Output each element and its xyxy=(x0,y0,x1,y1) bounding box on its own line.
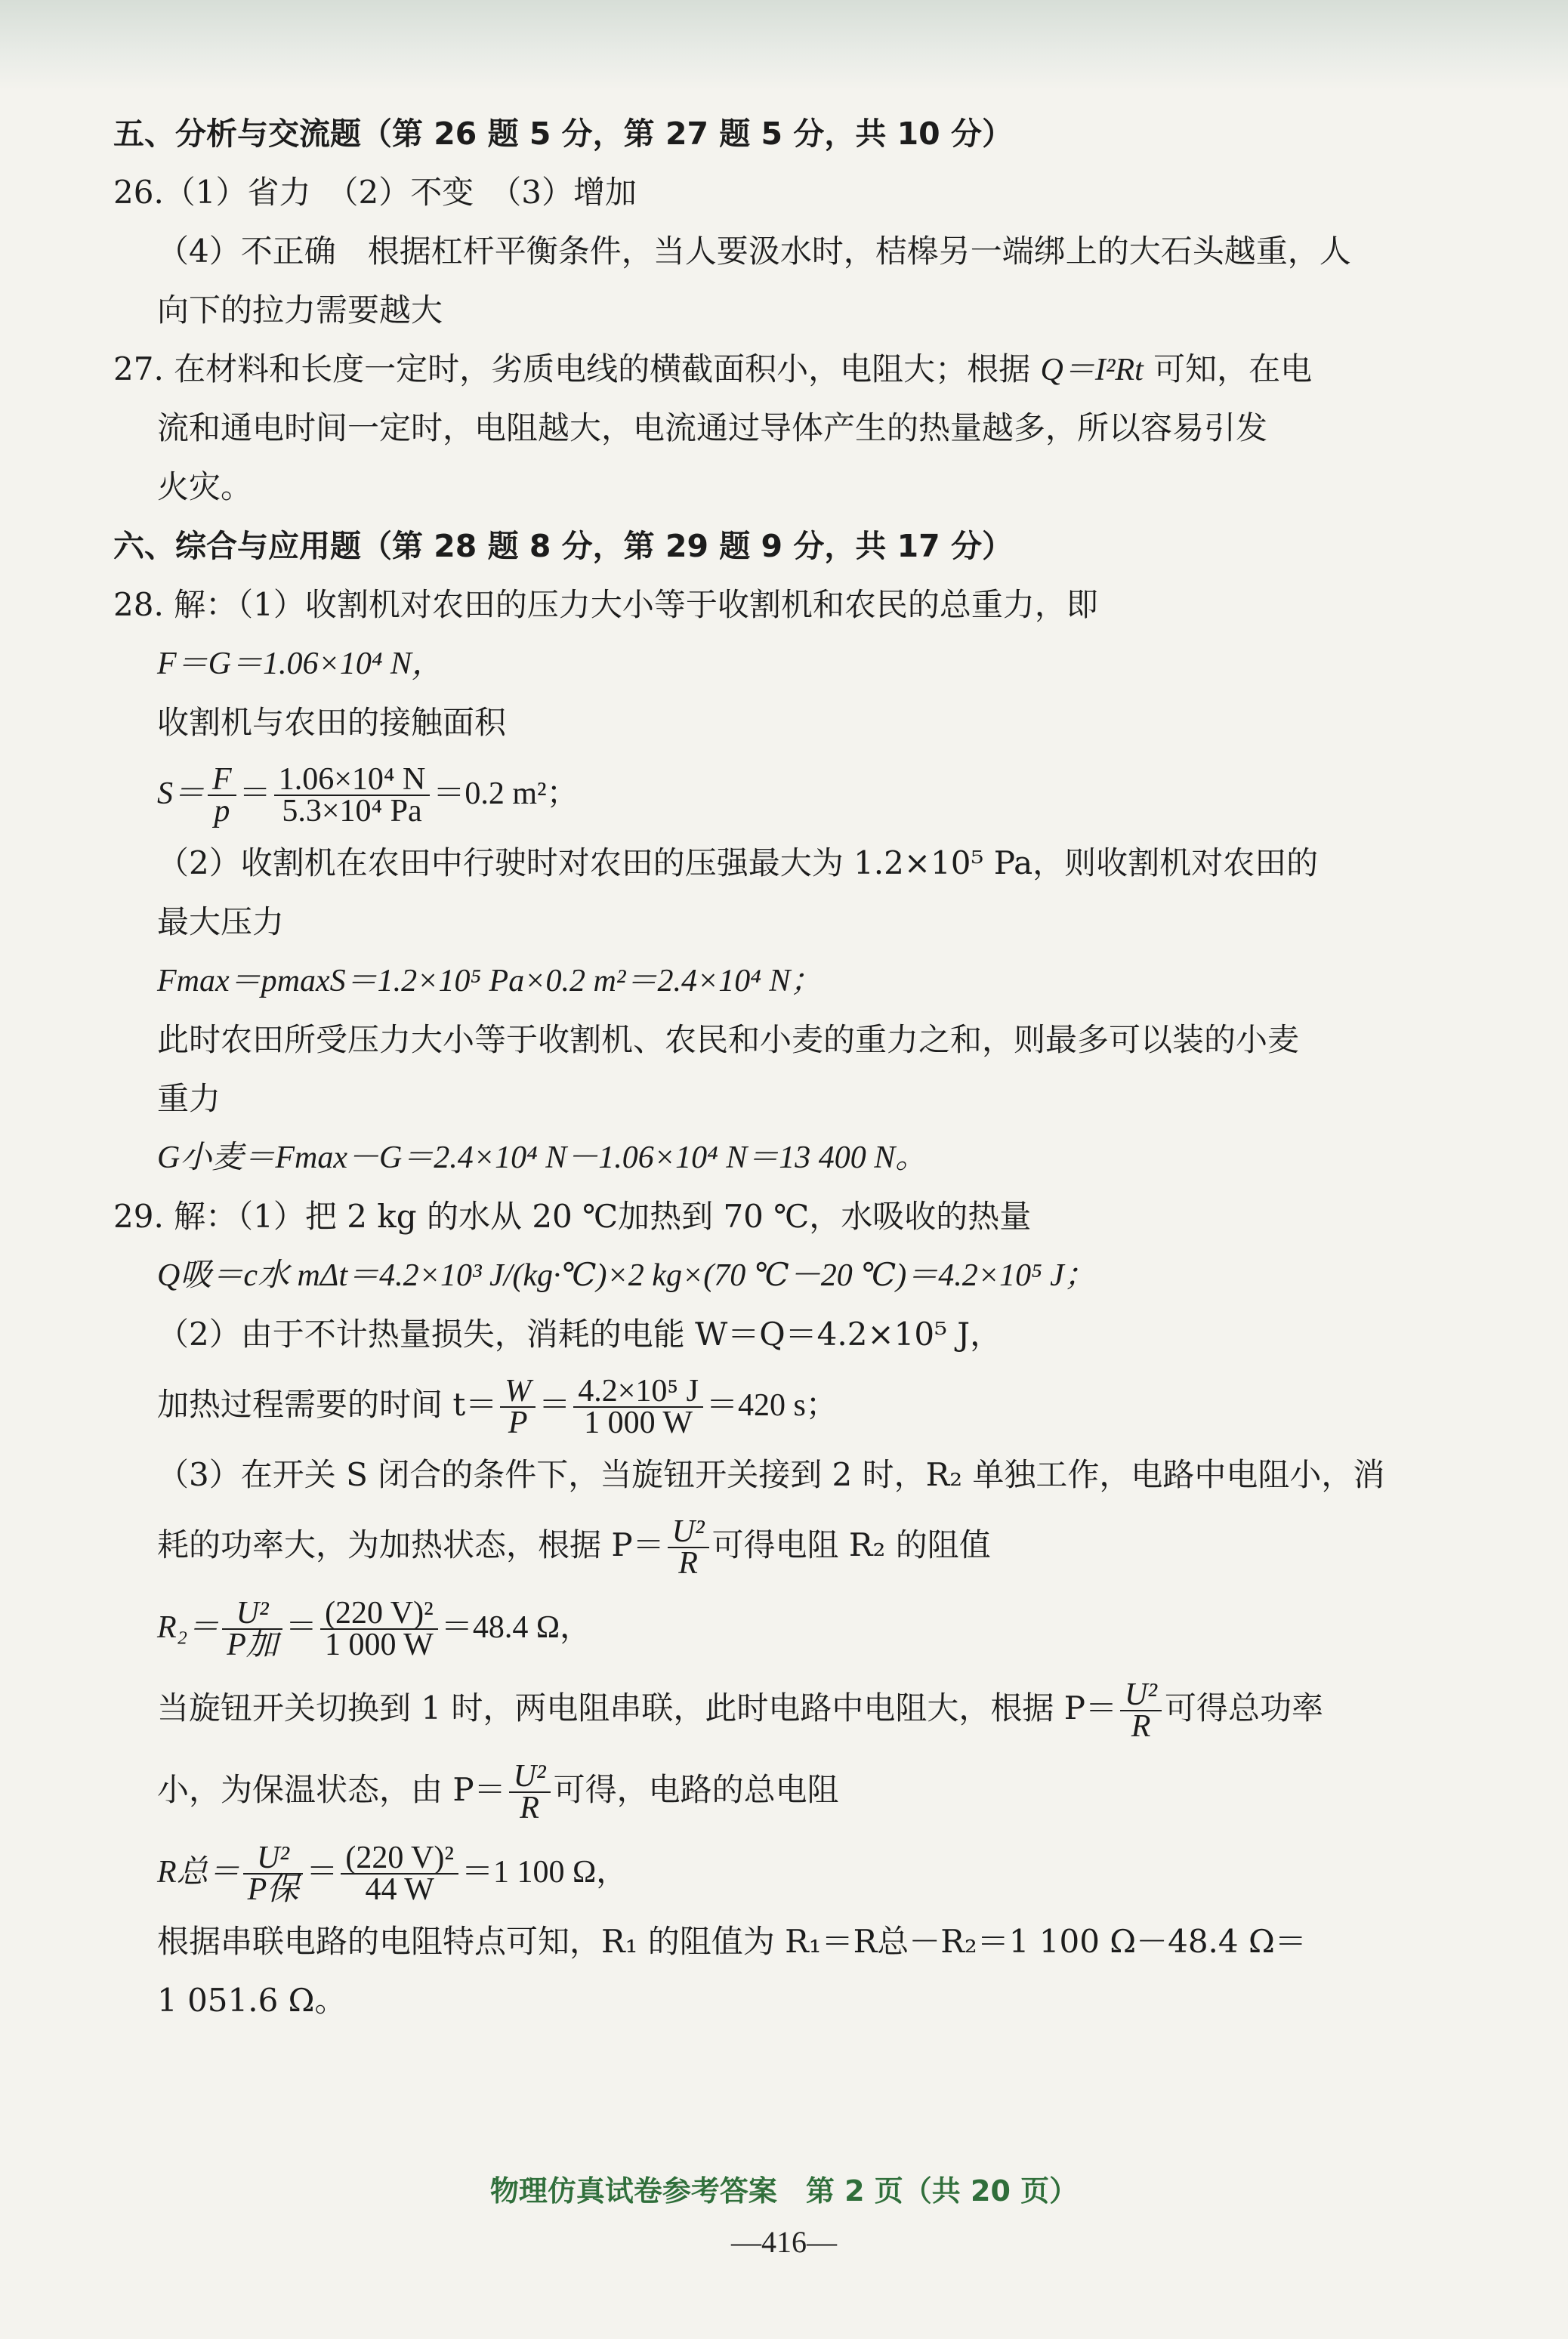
q29-r2-post: ＝48.4 Ω， xyxy=(440,1610,592,1645)
q27-text-a: 27. 在材料和长度一定时，劣质电线的横截面积小，电阻大；根据 xyxy=(113,350,1041,387)
q29-line-8 xyxy=(113,1668,1420,1749)
q29-l9-frac-num: U² xyxy=(509,1761,551,1793)
q29-r2-frac-1 xyxy=(222,1598,282,1660)
q28-area-eq: ＝ xyxy=(239,776,271,811)
q29-line-2: Q吸＝c水 mΔt＝4.2×10³ J/(kg·℃)×2 kg×(70 ℃－20 ℃)＝4.2×10⁵ J； xyxy=(157,1258,1096,1293)
q29-r2-frac-2 xyxy=(320,1598,438,1660)
q29-line-11: 根据串联电路的电阻特点可知，R₁ 的阻值为 R₁＝R总－R₂＝1 100 Ω－48.4 Ω＝ xyxy=(157,1923,1307,1960)
q29-l6-frac-num: U² xyxy=(668,1517,709,1548)
q29-l6-post: 可得电阻 R₂ 的阻值 xyxy=(711,1526,991,1563)
q27-line-1 xyxy=(113,340,1420,399)
q29-line-6 xyxy=(113,1504,1420,1586)
q29-r2-frac-1-den: P加 xyxy=(227,1628,278,1662)
q29-frac-wp xyxy=(500,1376,536,1438)
q28-area-lhs: S＝ xyxy=(157,776,205,811)
q29-line-9 xyxy=(113,1749,1420,1831)
q29-rtotal-formula xyxy=(113,1831,1420,1912)
q29-line-1: 29. 解：（1）把 2 kg 的水从 20 ℃加热到 70 ℃，水吸收的热量 xyxy=(113,1198,1032,1235)
q26-line-2: （4）不正确 根据杠杆平衡条件，当人要汲水时，桔槔另一端绑上的大石头越重，人 xyxy=(157,233,1351,270)
q28-line-8: 此时农田所受压力大小等于收割机、农民和小麦的重力之和，则最多可以装的小麦 xyxy=(157,1021,1300,1058)
section-6-heading: 六、综合与应用题（第 28 题 8 分，第 29 题 9 分，共 17 分） xyxy=(113,528,1013,564)
q26-line-1: 26.（1）省力 （2）不变 （3）增加 xyxy=(113,174,637,211)
q28-line-6: 最大压力 xyxy=(157,903,285,940)
q29-l6-frac xyxy=(668,1514,709,1581)
q27-line-2: 流和通电时间一定时，电阻越大，电流通过导体产生的热量越多，所以容易引发 xyxy=(157,409,1268,446)
q28-frac-fp-den: p xyxy=(214,794,230,829)
section-5-heading: 五、分析与交流题（第 26 题 5 分，第 27 题 5 分，共 10 分） xyxy=(113,116,1013,152)
q28-line-5: （2）收割机在农田中行驶时对农田的压强最大为 1.2×10⁵ Pa，则收割机对农田的 xyxy=(157,844,1319,881)
q29-frac-wp-den: P xyxy=(508,1406,528,1440)
q29-l8-frac-den: R xyxy=(1131,1709,1151,1744)
q29-time-eq: ＝ xyxy=(539,1388,571,1423)
q29-l9-frac-den: R xyxy=(520,1791,539,1825)
q29-line-5: （3）在开关 S 闭合的条件下，当旋钮开关接到 2 时，R₂ 单独工作，电路中电阻小，消 xyxy=(157,1456,1385,1493)
q28-line-9: 重力 xyxy=(157,1080,221,1117)
answer-content xyxy=(113,104,1420,2030)
q27-line-3: 火灾。 xyxy=(157,468,253,505)
q29-line-12: 1 051.6 Ω。 xyxy=(157,1982,347,2019)
q29-l9-post: 可得，电路的总电阻 xyxy=(553,1771,839,1808)
q29-l8-frac xyxy=(1120,1677,1162,1744)
q28-line-1: 28. 解：（1）收割机对农田的压力大小等于收割机和农民的总重力，即 xyxy=(113,586,1098,623)
q29-l8-frac-num: U² xyxy=(1120,1680,1162,1711)
q29-frac-time-values xyxy=(573,1376,703,1438)
q28-line-3: 收割机与农田的接触面积 xyxy=(157,704,507,741)
q29-time-formula xyxy=(113,1364,1420,1446)
footer-caption: 物理仿真试卷参考答案 第 2 页（共 20 页） xyxy=(489,2174,1079,2208)
q29-r2-frac-1-num: U² xyxy=(222,1598,282,1630)
page-number: —416— xyxy=(731,2225,837,2259)
q28-area-rhs: ＝0.2 m²； xyxy=(433,776,579,811)
q29-l9-pre: 小，为保温状态，由 P＝ xyxy=(157,1771,506,1808)
q28-line-7: Fmax＝pmaxS＝1.2×10⁵ Pa×0.2 m²＝2.4×10⁴ N； xyxy=(157,964,823,998)
q29-r2-frac-2-den: 1 000 W xyxy=(324,1628,434,1662)
q28-line-2: F＝G＝1.06×10⁴ N， xyxy=(157,646,443,681)
q29-r2-frac-2-num: (220 V)² xyxy=(320,1598,438,1630)
q29-time-post: ＝420 s； xyxy=(705,1388,838,1423)
q26-line-3: 向下的拉力需要越大 xyxy=(157,292,443,329)
q29-l6-frac-den: R xyxy=(678,1546,698,1581)
scan-top-band xyxy=(0,0,1568,91)
q29-time-pre: 加热过程需要的时间 t＝ xyxy=(157,1386,498,1423)
q29-l8-pre: 当旋钮开关切换到 1 时，两电阻串联，此时电路中电阻大，根据 P＝ xyxy=(157,1689,1118,1726)
q29-rtotal-frac-1-num: U² xyxy=(243,1843,304,1875)
q28-frac-values-num: 1.06×10⁴ N xyxy=(274,764,431,796)
q29-l9-frac xyxy=(509,1761,551,1823)
q28-frac-fp-num: F xyxy=(208,764,236,796)
q29-rtotal-frac-2-den: 44 W xyxy=(365,1872,434,1907)
q29-rtotal-eq: ＝ xyxy=(306,1855,338,1890)
q29-r2-eq: ＝ xyxy=(285,1610,317,1645)
q27-formula: Q＝I²Rt xyxy=(1040,353,1144,387)
q28-line-10: G小麦＝Fmax－G＝2.4×10⁴ N－1.06×10⁴ N＝13 400 N。 xyxy=(157,1140,928,1175)
q29-l8-post: 可得总功率 xyxy=(1164,1689,1323,1726)
q27-text-b: 可知，在电 xyxy=(1143,350,1313,387)
q29-rtotal-frac-2 xyxy=(341,1843,458,1905)
q28-frac-fp xyxy=(208,762,236,829)
q29-rtotal-post: ＝1 100 Ω， xyxy=(461,1855,628,1890)
q29-r2-formula xyxy=(113,1586,1420,1668)
q29-frac-time-values-den: 1 000 W xyxy=(584,1406,693,1440)
q29-rtotal-pre: R总＝ xyxy=(157,1855,240,1890)
q28-frac-values-den: 5.3×10⁴ Pa xyxy=(282,794,422,829)
q29-frac-time-values-num: 4.2×10⁵ J xyxy=(573,1376,703,1408)
q29-rtotal-frac-2-num: (220 V)² xyxy=(341,1843,458,1875)
q29-line-3: （2）由于不计热量损失，消耗的电能 W＝Q＝4.2×10⁵ J， xyxy=(157,1316,1002,1353)
q29-rtotal-frac-1 xyxy=(243,1843,304,1905)
q29-r2-pre: R₂＝ xyxy=(157,1610,220,1645)
q29-frac-wp-num: W xyxy=(500,1376,536,1408)
q29-l6-pre: 耗的功率大，为加热状态，根据 P＝ xyxy=(157,1526,665,1563)
q28-area-formula xyxy=(113,752,1420,834)
q29-rtotal-frac-1-den: P保 xyxy=(247,1872,299,1907)
q28-frac-values xyxy=(274,762,431,829)
